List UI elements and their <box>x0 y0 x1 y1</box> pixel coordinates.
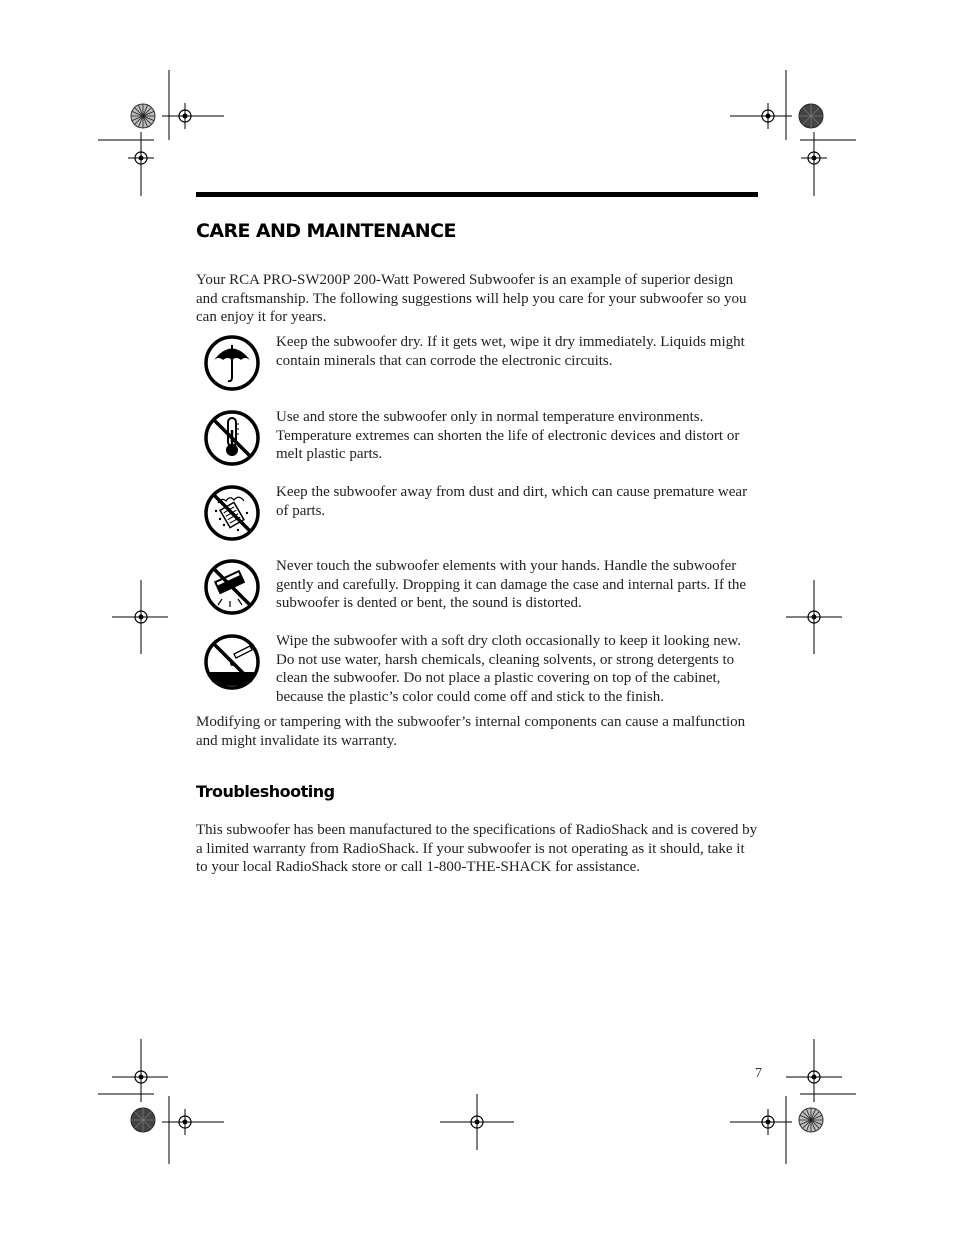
tip-clean <box>200 632 758 722</box>
tip-text: Keep the subwoofer away from dust and dirt, which can cause premature wear of parts. <box>276 484 748 519</box>
troubleshooting-paragraph: This subwoofer has been manufactured to the specifications of RadioShack and is covered by a limited warranty from RadioShack. If your subwoofer is not operating as it should, take it to your local RadioShack store or call 1-800-THE-SHACK for assistance. <box>196 822 758 876</box>
no-liquid-cleaner-icon <box>200 632 264 696</box>
header-rule <box>196 192 758 197</box>
intro-paragraph: Your RCA PRO-SW200P 200-Watt Powered Subwoofer is an example of superior design and craftsmanship. The following suggestions will help you care for your subwoofer so you can enjoy it for years. <box>196 272 747 326</box>
no-dust-icon <box>200 483 264 547</box>
warranty-note: Modifying or tampering with the subwoofer’s internal components can cause a malfunction and might invalidate its warranty. <box>196 714 746 749</box>
troubleshooting-heading: Troubleshooting <box>196 782 335 801</box>
page-title: CARE AND MAINTENANCE <box>196 220 456 242</box>
tip-text: Never touch the subwoofer elements with your hands. Handle the subwoofer gently and carefully. Dropping it can damage the case and internal parts. If the subwoofer is dented or bent, the sound is distorted. <box>276 558 747 612</box>
tip-text: Wipe the subwoofer with a soft dry cloth occasionally to keep it looking new. Do not use water, harsh chemicals, cleaning solvents, or strong detergents to clean the subwoofer. Do not place a plastic covering on top of the cabinet, because the plastic’s color could come off and stick to the finish. <box>276 633 741 705</box>
no-thermometer-icon <box>200 408 264 472</box>
umbrella-icon <box>200 333 264 397</box>
tip-text: Use and store the subwoofer only in normal temperature environments. Temperature extremes can shorten the life of electronic devices and distort or melt plastic parts. <box>276 409 740 463</box>
page-number: 7 <box>755 1066 762 1081</box>
no-drop-icon <box>200 557 264 621</box>
tip-text: Keep the subwoofer dry. If it gets wet, wipe it dry immediately. Liquids might contain minerals that can corrode the electronic circuits. <box>276 334 745 369</box>
